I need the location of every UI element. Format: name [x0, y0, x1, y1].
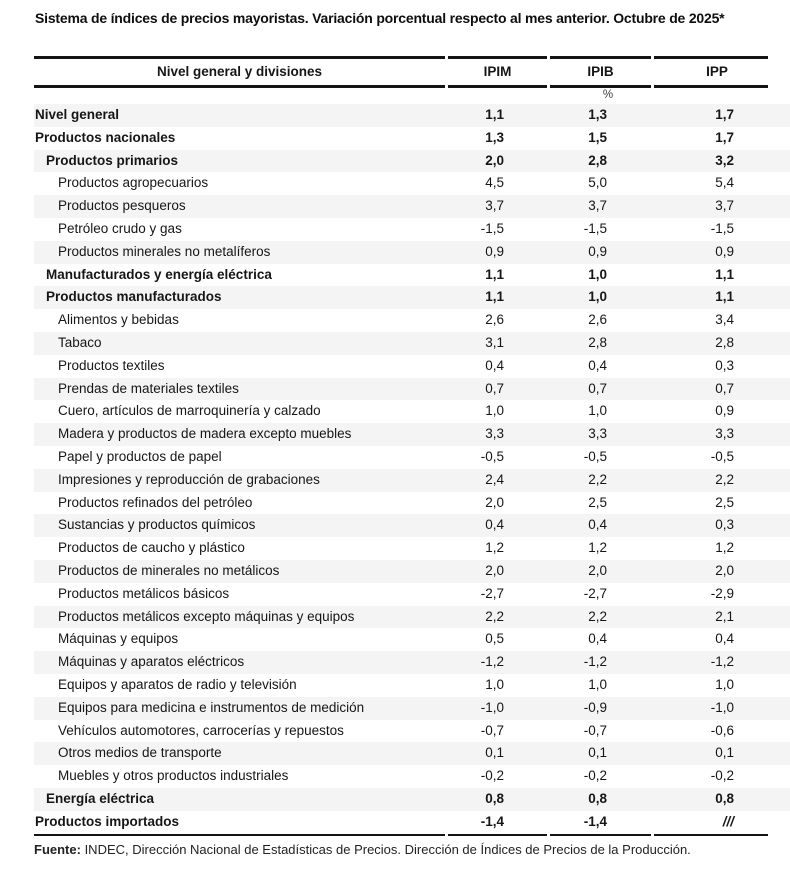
value-cell-ipib: 0,9 [588, 243, 607, 259]
row-label: Productos de minerales no metálicos [58, 562, 280, 578]
value-cell-ipp: 5,4 [715, 175, 734, 191]
table-row [34, 195, 790, 218]
row-label: Productos metálicos excepto máquinas y equipos [58, 608, 355, 624]
value-cell-ipp: -1,0 [710, 699, 734, 715]
value-cell-ipim: 0,9 [485, 243, 504, 259]
value-cell-ipp: 2,0 [715, 562, 734, 578]
table-header-row [34, 59, 790, 85]
table-row [34, 628, 790, 651]
value-cell-ipp: 0,1 [715, 745, 734, 761]
value-cell-ipim: 2,2 [485, 608, 504, 624]
unit-label: % [602, 89, 614, 101]
row-label: Petróleo crudo y gas [58, 220, 182, 236]
value-cell-ipp: /// [722, 813, 734, 829]
value-cell-ipib: 2,2 [588, 471, 607, 487]
table-row [34, 104, 790, 127]
value-cell-ipp: 0,4 [715, 631, 734, 647]
value-cell-ipim: 1,0 [485, 403, 504, 419]
source-label: Fuente: [34, 842, 81, 857]
value-cell-ipp: -0,6 [710, 722, 734, 738]
value-cell-ipim: 0,7 [485, 380, 504, 396]
column-header-ipp: IPP [706, 64, 728, 79]
value-cell-ipim: 1,2 [485, 540, 504, 556]
value-cell-ipim: 3,7 [485, 198, 504, 214]
value-cell-ipib: -1,4 [583, 813, 607, 829]
value-cell-ipp: -2,9 [710, 585, 734, 601]
value-cell-ipp: 1,0 [715, 676, 734, 692]
value-cell-ipim: 3,1 [485, 334, 504, 350]
source-note [34, 842, 691, 857]
column-header-ipim: IPIM [483, 64, 512, 79]
value-cell-ipib: 1,0 [588, 676, 607, 692]
table-bottom-border [34, 834, 768, 836]
table-row [34, 811, 790, 834]
value-cell-ipp: -0,5 [710, 448, 734, 464]
row-label: Productos primarios [46, 152, 179, 168]
row-label: Alimentos y bebidas [58, 312, 179, 328]
price-index-table [34, 56, 790, 836]
value-cell-ipim: 1,1 [485, 107, 504, 122]
value-cell-ipib: 2,0 [588, 562, 607, 578]
table-row [34, 378, 790, 401]
value-cell-ipim: 1,1 [485, 266, 504, 282]
value-cell-ipib: -1,5 [583, 220, 607, 236]
value-cell-ipib: 2,5 [588, 494, 607, 510]
table-row [34, 720, 790, 743]
row-label: Máquinas y aparatos eléctricos [58, 654, 245, 670]
value-cell-ipp: 2,5 [715, 494, 734, 510]
value-cell-ipp: -1,2 [710, 654, 734, 670]
table-row [34, 286, 790, 309]
value-cell-ipib: -0,7 [583, 722, 607, 738]
value-cell-ipib: 1,0 [588, 266, 607, 282]
value-cell-ipib: 1,0 [588, 289, 607, 305]
table-row [34, 606, 790, 629]
value-cell-ipim: 1,0 [485, 676, 504, 692]
table-row [34, 583, 790, 606]
value-cell-ipib: -0,9 [583, 699, 607, 715]
row-label: Productos pesqueros [58, 198, 186, 214]
value-cell-ipib: 3,3 [588, 426, 607, 442]
value-cell-ipib: -1,2 [583, 654, 607, 670]
value-cell-ipib: 2,8 [588, 334, 607, 350]
value-cell-ipib: 5,0 [588, 175, 607, 191]
table-row [34, 150, 790, 173]
table-row [34, 423, 790, 446]
value-cell-ipib: -0,5 [583, 448, 607, 464]
table-row [34, 537, 790, 560]
table-row [34, 127, 790, 150]
value-cell-ipib: 2,6 [588, 312, 607, 328]
value-cell-ipim: 3,3 [485, 426, 504, 442]
value-cell-ipim: -1,5 [480, 220, 504, 236]
value-cell-ipib: -0,2 [583, 768, 607, 784]
table-row [34, 172, 790, 195]
value-cell-ipib: 2,8 [588, 152, 607, 168]
value-cell-ipp: 1,7 [715, 129, 734, 145]
table-row [34, 560, 790, 583]
row-label: Muebles y otros productos industriales [58, 768, 289, 784]
table-row [34, 264, 790, 287]
value-cell-ipib: 2,2 [588, 608, 607, 624]
value-cell-ipp: 3,3 [715, 426, 734, 442]
row-label: Manufacturados y energía eléctrica [46, 266, 272, 282]
value-cell-ipim: 2,4 [485, 471, 504, 487]
value-cell-ipib: 1,5 [588, 129, 607, 145]
value-cell-ipib: 1,2 [588, 540, 607, 556]
value-cell-ipim: 1,1 [485, 289, 504, 305]
table-row [34, 446, 790, 469]
value-cell-ipib: 1,3 [588, 107, 607, 122]
value-cell-ipib: 0,7 [588, 380, 607, 396]
row-label: Productos refinados del petróleo [58, 494, 253, 510]
row-label: Prendas de materiales textiles [58, 380, 239, 396]
row-label: Productos minerales no metalíferos [58, 243, 271, 259]
value-cell-ipp: 3,7 [715, 198, 734, 214]
value-cell-ipib: 0,4 [588, 517, 607, 533]
value-cell-ipib: 3,7 [588, 198, 607, 214]
row-label: Productos manufacturados [46, 289, 222, 305]
row-label: Productos importados [35, 813, 180, 829]
value-cell-ipp: 3,2 [715, 152, 734, 168]
row-label: Productos metálicos básicos [58, 585, 230, 601]
table-row [34, 514, 790, 537]
value-cell-ipim: 2,6 [485, 312, 504, 328]
value-cell-ipim: 0,4 [485, 357, 504, 373]
value-cell-ipim: 2,0 [485, 562, 504, 578]
row-label: Nivel general [35, 107, 120, 122]
value-cell-ipp: -1,5 [710, 220, 734, 236]
row-label: Equipos para medicina e instrumentos de medición [58, 699, 365, 715]
value-cell-ipim: 1,3 [485, 129, 504, 145]
value-cell-ipp: 0,9 [715, 403, 734, 419]
value-cell-ipp: 2,2 [715, 471, 734, 487]
table-row [34, 400, 790, 423]
value-cell-ipp: 2,8 [715, 334, 734, 350]
value-cell-ipp: 1,1 [715, 289, 734, 305]
table-row [34, 218, 790, 241]
source-text: INDEC, Dirección Nacional de Estadísticas de Precios. Dirección de Índices de Precios de la Producción. [80, 842, 691, 857]
column-header-divisions: Nivel general y divisiones [156, 64, 323, 79]
table-row [34, 651, 790, 674]
unit-row [34, 88, 790, 104]
row-label: Equipos y aparatos de radio y televisión [58, 676, 297, 692]
value-cell-ipim: 0,8 [485, 790, 504, 806]
value-cell-ipp: 1,1 [715, 266, 734, 282]
table-row [34, 469, 790, 492]
value-cell-ipim: 0,4 [485, 517, 504, 533]
value-cell-ipp: 0,3 [715, 517, 734, 533]
value-cell-ipim: 4,5 [485, 175, 504, 191]
row-label: Energía eléctrica [46, 790, 155, 806]
value-cell-ipib: 0,1 [588, 745, 607, 761]
row-label: Otros medios de transporte [58, 745, 222, 761]
table-row [34, 674, 790, 697]
column-header-ipib: IPIB [587, 64, 614, 79]
value-cell-ipp: 1,2 [715, 540, 734, 556]
value-cell-ipp: 0,3 [715, 357, 734, 373]
table-row [34, 241, 790, 264]
value-cell-ipp: 0,7 [715, 380, 734, 396]
table-row [34, 355, 790, 378]
value-cell-ipib: 1,0 [588, 403, 607, 419]
value-cell-ipim: -0,7 [480, 722, 504, 738]
value-cell-ipim: -1,4 [480, 813, 504, 829]
row-label: Vehículos automotores, carrocerías y repuestos [58, 722, 344, 738]
row-label: Productos textiles [58, 357, 165, 373]
row-label: Cuero, artículos de marroquinería y calzado [58, 403, 321, 419]
value-cell-ipim: 0,1 [485, 745, 504, 761]
value-cell-ipp: -0,2 [710, 768, 734, 784]
table-body [34, 104, 790, 834]
value-cell-ipim: -1,0 [480, 699, 504, 715]
value-cell-ipim: -2,7 [480, 585, 504, 601]
value-cell-ipib: 0,4 [588, 357, 607, 373]
value-cell-ipim: 0,5 [485, 631, 504, 647]
table-title: Sistema de índices de precios mayoristas. Variación porcentual respecto al mes anterior. Octubre de 2025* [35, 10, 725, 26]
row-label: Impresiones y reproducción de grabaciones [58, 471, 320, 487]
value-cell-ipim: -1,2 [480, 654, 504, 670]
value-cell-ipim: 2,0 [485, 152, 504, 168]
value-cell-ipim: -0,2 [480, 768, 504, 784]
row-label: Productos nacionales [35, 129, 176, 145]
table-row [34, 742, 790, 765]
value-cell-ipp: 0,9 [715, 243, 734, 259]
row-label: Productos de caucho y plástico [58, 540, 245, 556]
row-label: Productos agropecuarios [58, 175, 209, 191]
table-row [34, 765, 790, 788]
value-cell-ipib: -2,7 [583, 585, 607, 601]
value-cell-ipp: 2,1 [715, 608, 734, 624]
table-row [34, 332, 790, 355]
table-row [34, 492, 790, 515]
value-cell-ipp: 3,4 [715, 312, 734, 328]
row-label: Papel y productos de papel [58, 448, 222, 464]
row-label: Máquinas y equipos [58, 631, 179, 647]
row-label: Madera y productos de madera excepto muebles [58, 426, 352, 442]
value-cell-ipib: 0,4 [588, 631, 607, 647]
value-cell-ipim: 2,0 [485, 494, 504, 510]
row-label: Sustancias y productos químicos [58, 517, 256, 533]
table-row [34, 309, 790, 332]
value-cell-ipim: -0,5 [480, 448, 504, 464]
table-row [34, 788, 790, 811]
row-label: Tabaco [58, 334, 102, 350]
table-row [34, 697, 790, 720]
value-cell-ipp: 1,7 [715, 107, 734, 122]
value-cell-ipp: 0,8 [715, 790, 734, 806]
value-cell-ipib: 0,8 [588, 790, 607, 806]
